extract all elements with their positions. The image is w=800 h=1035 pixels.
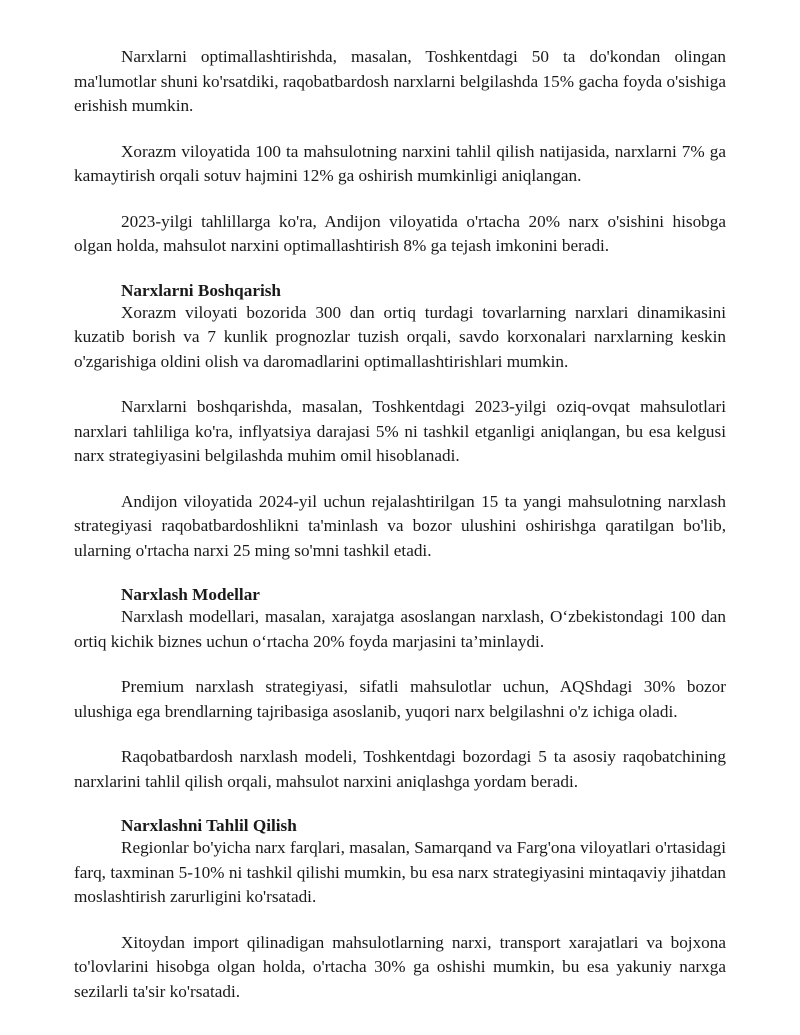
section-heading: Narxlash Modellar — [121, 585, 260, 604]
paragraph: Regionlar bo'yicha narx farqlari, masalan, Samarqand va Farg'ona viloyatlari o'rtasidagi farq, taxminan 5-10% ni tashkil qilishi mumkin, bu esa narx strategiyasini mintaqaviy jihatdan moslashtirish zarurligini ko'rsatadi. — [74, 838, 726, 906]
paragraph: Narxlash modellari, masalan, xarajatga asoslangan narxlash, O‘zbekistondagi 100 dan ortiq kichik biznes uchun o‘rtacha 20% foyda marjasini ta’minlaydi. — [74, 607, 726, 651]
section-narxlash-modellar — [74, 584, 726, 794]
section-narxlashni-tahlil-qilish — [74, 815, 726, 1004]
section-heading: Narxlashni Tahlil Qilish — [121, 816, 297, 835]
paragraph: Xitoydan import qilinadigan mahsulotlarning narxi, transport xarajatlari va bojxona to'lovlarini hisobga olgan holda, o'rtacha 30% ga oshishi mumkin, bu esa yakuniy narxga sezilarli ta'sir ko'rsatadi. — [74, 932, 726, 1001]
paragraph: Xorazm viloyatida 100 ta mahsulotning narxini tahlil qilish natijasida, narxlarni 7% ga kamaytirish orqali sotuv hajmini 12% ga oshirish mumkinligi aniqlangan. — [74, 141, 726, 185]
paragraph: Narxlarni boshqarishda, masalan, Toshkentdagi 2023-yilgi oziq-ovqat mahsulotlari narxlari tahliliga ko'ra, inflyatsiya darajasi 5% ni tashkil etganligi aniqlangan, bu esa kelgusi narx strategiyasini belgilashda muhim omil hisoblanadi. — [74, 397, 726, 465]
paragraph: Premium narxlash strategiyasi, sifatli mahsulotlar uchun, AQShdagi 30% bozor ulushiga ega brendlarning tajribasiga asoslanib, yuqori narx belgilashni o'z ichiga oladi. — [74, 677, 726, 721]
paragraph: Xorazm viloyati bozorida 300 dan ortiq turdagi tovarlarning narxlari dinamikasini kuzatib borish va 7 kunlik prognozlar tuzish orqali, savdo korxonalari narxlarning keskin o'zgarishiga oldini olish va daromadlarini optimallashtirishlari mumkin. — [74, 302, 726, 371]
section-narxlarni-boshqarish — [74, 280, 726, 564]
paragraph: 2023-yilgi tahlillarga ko'ra, Andijon viloyatida o'rtacha 20% narx o'sishini hisobga olgan holda, mahsulot narxini optimallashtirish 8% ga tejash imkonini beradi. — [74, 211, 726, 255]
paragraph: Andijon viloyatida 2024-yil uchun rejalashtirilgan 15 ta yangi mahsulotning narxlash strategiyasi raqobatbardoshlikni ta'minlash va bozor ulushini oshirishga qaratilgan bo'lib, ularning o'rtacha narxi 25 ming so'mni tashkil etadi. — [74, 491, 726, 560]
paragraph: Narxlarni optimallashtirishda, masalan, Toshkentdagi 50 ta do'kondan olingan ma'lumotlar shuni ko'rsatdiki, raqobatbardosh narxlarni belgilashda 15% gacha foyda o'sishiga erishish mumkin. — [74, 47, 726, 115]
document-page — [74, 45, 726, 1025]
paragraph: Raqobatbardosh narxlash modeli, Toshkentdagi bozordagi 5 ta asosiy raqobatchining narxlarini tahlil qilish orqali, mahsulot narxini aniqlashga yordam beradi. — [74, 747, 726, 791]
section-heading: Narxlarni Boshqarish — [121, 280, 281, 300]
